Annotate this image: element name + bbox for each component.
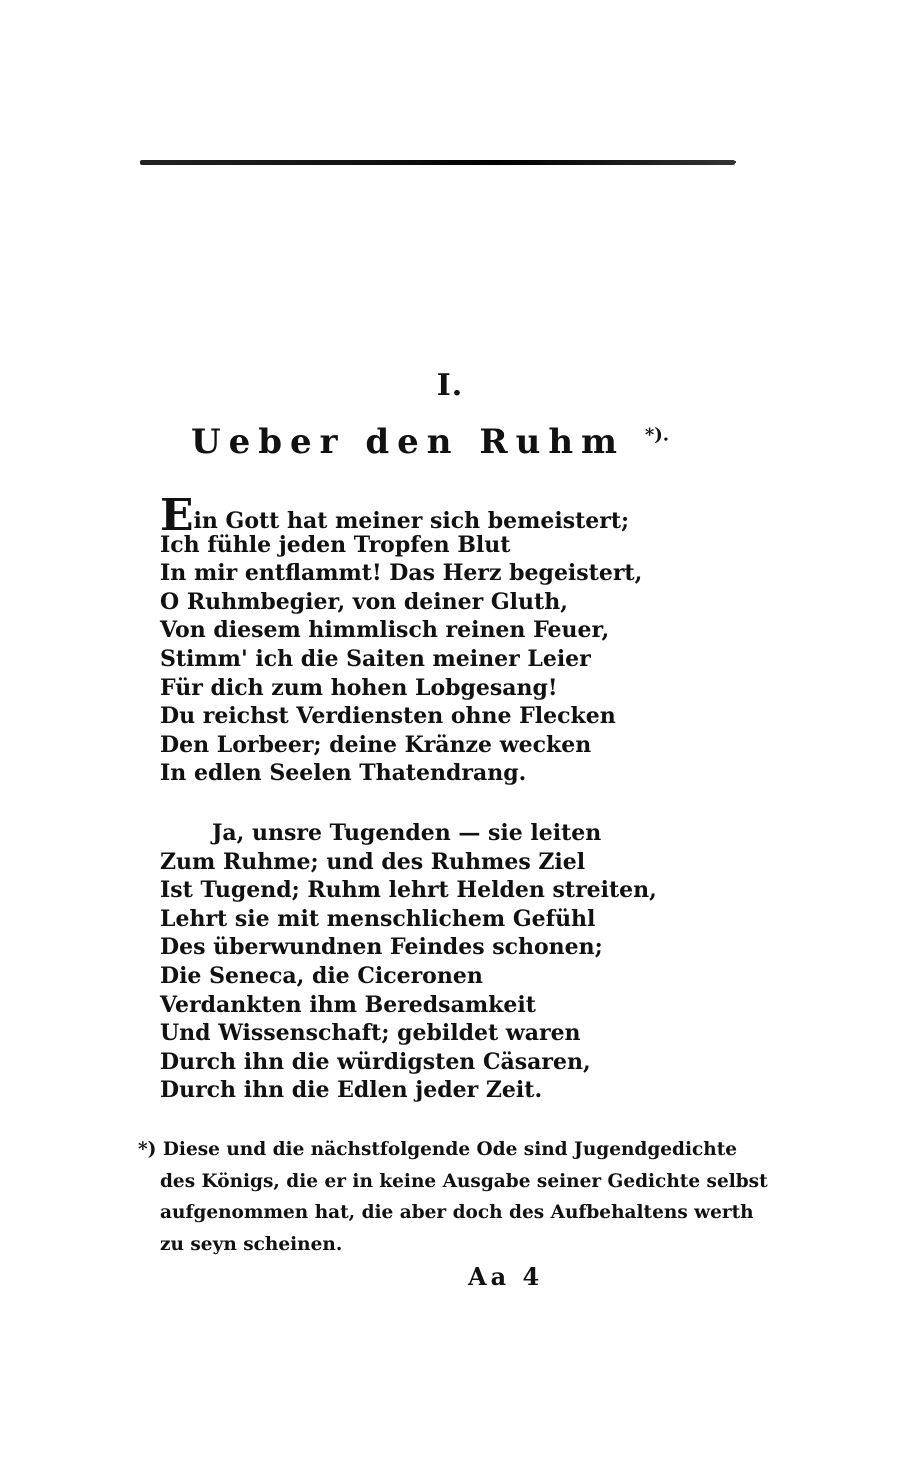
stanza-1 [160, 490, 643, 788]
stanza-line: Durch ihn die Edlen jeder Zeit. [160, 1077, 543, 1104]
stanza-line: Den Lorbeer; deine Kränze wecken [160, 731, 592, 758]
footnote-line: aufgenommen hat, die aber doch des Aufbehaltens werth [160, 1202, 754, 1223]
stanza-line: Ja, unsre Tugenden — sie leiten [212, 820, 602, 846]
stanza-line: Zum Ruhme; und des Ruhmes Ziel [160, 848, 586, 875]
header-rule [140, 160, 735, 165]
footnote-line: *) Diese und die nächstfolgende Ode sind Jugendgedichte [138, 1139, 738, 1160]
stanza-line: Von diesem himmlisch reinen Feuer, [160, 617, 610, 644]
stanza-line: Du reichst Verdiensten ohne Flecken [160, 703, 616, 730]
poem-title-text: Ueber den Ruhm [190, 422, 626, 462]
stanza-line: Die Seneca, die Ciceronen [160, 962, 483, 989]
stanza-line: Durch ihn die würdigsten Cäsaren, [160, 1048, 591, 1075]
stanza-2 [160, 819, 657, 1105]
stanza-line: O Ruhmbegier, von deiner Gluth, [160, 588, 568, 615]
stanza-line-text: in Gott hat meiner sich bemeistert; [193, 508, 630, 534]
footnote [138, 1134, 778, 1260]
footnote-line: des Königs, die er in keine Ausgabe seiner Gedichte selbst [160, 1170, 768, 1192]
poem-title [0, 422, 860, 462]
stanza-line: In mir entflammt! Das Herz begeistert, [160, 560, 643, 587]
stanza-line: Verdankten ihm Beredsamkeit [160, 991, 536, 1018]
poem-number: I. [436, 368, 464, 403]
stanza-line: In edlen Seelen Thatendrang. [160, 760, 527, 787]
stanza-line: Ist Tugend; Ruhm lehrt Helden streiten, [160, 877, 657, 904]
stanza-line: Lehrt sie mit menschlichem Gefühl [160, 905, 596, 932]
stanza-line: Für dich zum hohen Lobgesang! [160, 674, 558, 701]
header-rule-tail [728, 161, 736, 163]
footnote-line: zu seyn scheinen. [160, 1233, 343, 1255]
stanza-line: Und Wissenschaft; gebildet waren [160, 1020, 581, 1047]
stanza-line: Ich fühle jeden Tropfen Blut [160, 531, 511, 558]
stanza-line: Stimm' ich die Saiten meiner Leier [160, 645, 591, 672]
title-footnote-mark: *). [644, 424, 670, 446]
drop-cap: E [160, 490, 194, 541]
signature-mark: Aa 4 [468, 1262, 544, 1291]
stanza-line: Des überwundnen Feindes schonen; [160, 934, 603, 961]
stanza-line [160, 490, 642, 541]
